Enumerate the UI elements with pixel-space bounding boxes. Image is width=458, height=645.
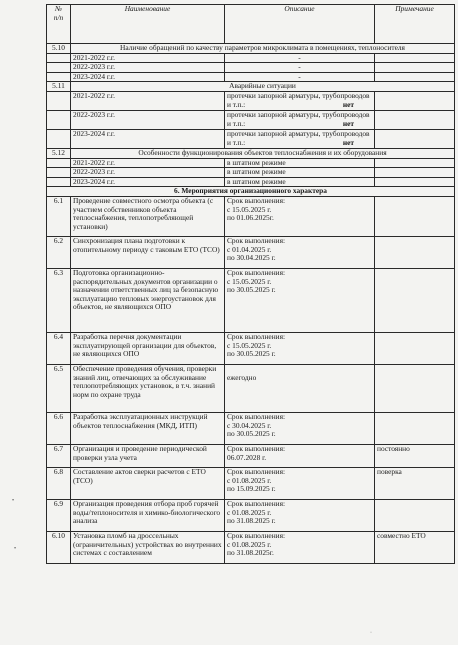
item-deadline: ежегодно [225, 364, 375, 412]
table-row [47, 177, 455, 187]
item-note [375, 364, 455, 412]
table-row [47, 236, 455, 268]
table-row [47, 531, 455, 563]
item-name: Разработка перечня документации эксплуатирующей организации для объектов, не являющихся ОПО [71, 332, 225, 364]
section-number: 5.12 [47, 148, 71, 158]
item-deadline: Срок выполнения: с 01.08.2025 г. по 31.08.2025 г. [225, 499, 375, 531]
header-note: Примечание [375, 5, 455, 44]
table-row [47, 364, 455, 412]
desc-cell: протечки запорной арматуры, трубопроводов и т.п.: нет [225, 91, 375, 110]
year-cell: 2023-2024 г.г. [71, 177, 225, 187]
item-number: 6.10 [47, 531, 71, 563]
header-desc: Описание [225, 5, 375, 44]
item-name: Организация проведения отбора проб горячей воды/теплоносителя и химико-биологического анализа [71, 499, 225, 531]
desc-cell: протечки запорной арматуры, трубопроводов и т.п.: нет [225, 110, 375, 129]
item-note [375, 499, 455, 531]
item-deadline: Срок выполнения: с 01.04.2025 г. по 30.04.2025 г. [225, 236, 375, 268]
header-num: № п/п [47, 5, 71, 44]
section-title: Аварийные ситуации [71, 82, 455, 92]
item-number: 6.1 [47, 196, 71, 236]
item-deadline: Срок выполнения: 06.07.2028 г. [225, 444, 375, 467]
item-note [375, 332, 455, 364]
table-row [47, 168, 455, 178]
item-name: Подготовка организационно-распорядительных документов организации о назначении ответственных лиц за безопасную эксплуатацию тепловых энергоустановок для объектов, не являющихся ОПО [71, 268, 225, 332]
section-6-title: 6. Мероприятия организационного характера [47, 187, 455, 197]
year-cell: 2021-2022 г.г. [71, 91, 225, 110]
item-name: Разработка эксплуатационных инструкций объектов теплоснабжения (МКД, ИТП) [71, 412, 225, 444]
item-deadline: Срок выполнения: с 01.08.2025 г. по 15.09.2025 г. [225, 467, 375, 499]
requirements-table [46, 4, 455, 564]
table-row [47, 158, 455, 168]
desc-cell: в штатном режиме [225, 168, 375, 178]
item-note: постоянно [375, 444, 455, 467]
table-row [47, 268, 455, 332]
section-row [47, 148, 455, 158]
table-row [47, 91, 455, 110]
scan-mark: • [14, 546, 17, 552]
item-deadline: Срок выполнения: с 15.05.2025 г. по 01.06.2025г. [225, 196, 375, 236]
header-name: Наименование [71, 5, 225, 44]
desc-cell: - [225, 63, 375, 73]
item-number: 6.9 [47, 499, 71, 531]
table-header-row [47, 5, 455, 44]
table-row [47, 467, 455, 499]
desc-cell: в штатном режиме [225, 158, 375, 168]
item-number: 6.7 [47, 444, 71, 467]
item-note: совместно ЕТО [375, 531, 455, 563]
table-row [47, 196, 455, 236]
item-deadline: Срок выполнения: с 01.08.2025 г. по 31.08.2025г. [225, 531, 375, 563]
item-note [375, 268, 455, 332]
table-row [47, 72, 455, 82]
item-number: 6.3 [47, 268, 71, 332]
item-name: Организация и проведение периодической проверки узла учета [71, 444, 225, 467]
year-cell: 2023-2024 г.г. [71, 72, 225, 82]
year-cell: 2022-2023 г.г. [71, 168, 225, 178]
section-title: Особенности функционирования объектов теплоснабжения и их оборудования [71, 148, 455, 158]
table-row [47, 63, 455, 73]
table-row [47, 110, 455, 129]
table-row [47, 444, 455, 467]
desc-cell: - [225, 53, 375, 63]
item-number: 6.5 [47, 364, 71, 412]
item-name: Установка пломб на дроссельных (ограничительных) устройствах во внутренних системах с составлением [71, 531, 225, 563]
year-cell: 2021-2022 г.г. [71, 158, 225, 168]
section-number: 5.11 [47, 82, 71, 92]
desc-cell: протечки запорной арматуры, трубопроводов и т.п.: нет [225, 129, 375, 148]
section-row [47, 82, 455, 92]
year-cell: 2022-2023 г.г. [71, 110, 225, 129]
item-note [375, 236, 455, 268]
table-row [47, 129, 455, 148]
item-number: 6.4 [47, 332, 71, 364]
item-deadline: Срок выполнения: с 15.05.2025 г. по 30.05.2025 г. [225, 332, 375, 364]
item-name: Обеспечение проведения обучения, проверки знаний лиц, отвечающих за обслуживание теплопотребляющих установок, в т.ч. знаний норм по охране труда [71, 364, 225, 412]
item-number: 6.6 [47, 412, 71, 444]
item-name: Проведение совместного осмотра объекта (с участием собственников объекта теплоснабжения, теплопотребляющей установки) [71, 196, 225, 236]
table-row [47, 53, 455, 63]
item-deadline: Срок выполнения: с 30.04.2025 г. по 30.05.2025 г. [225, 412, 375, 444]
table-row [47, 332, 455, 364]
scan-mark: · [370, 630, 372, 636]
section-title: Наличие обращений по качеству параметров микроклимата в помещениях, теплоносителя [71, 44, 455, 54]
section-heading-row [47, 187, 455, 197]
section-number: 5.10 [47, 44, 71, 54]
item-number: 6.8 [47, 467, 71, 499]
year-cell: 2023-2024 г.г. [71, 129, 225, 148]
item-deadline: Срок выполнения: с 15.05.2025 г. по 30.05.2025 г. [225, 268, 375, 332]
item-name: Составление актов сверки расчетов с ЕТО (ТСО) [71, 467, 225, 499]
desc-cell: в штатном режиме [225, 177, 375, 187]
item-name: Синхронизация плана подготовки к отопительному периоду с таковым ЕТО (ТСО) [71, 236, 225, 268]
scan-mark: • [12, 498, 15, 504]
item-note [375, 412, 455, 444]
year-cell: 2021-2022 г.г. [71, 53, 225, 63]
table-row [47, 412, 455, 444]
year-cell: 2022-2023 г.г. [71, 63, 225, 73]
desc-cell: - [225, 72, 375, 82]
item-number: 6.2 [47, 236, 71, 268]
item-note [375, 196, 455, 236]
table-row [47, 499, 455, 531]
section-row [47, 44, 455, 54]
item-note: поверка [375, 467, 455, 499]
